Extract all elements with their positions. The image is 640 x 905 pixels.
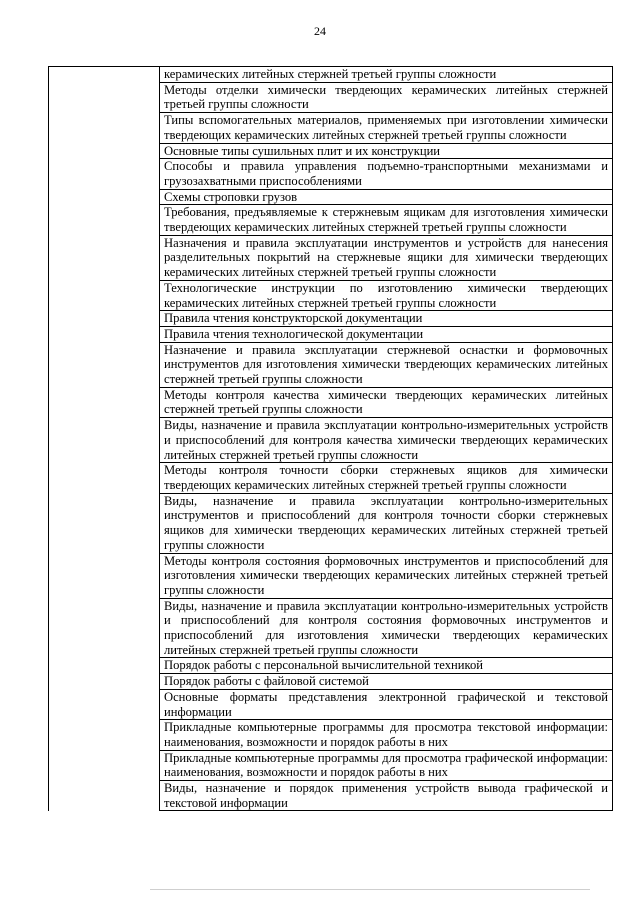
table-row bbox=[49, 67, 613, 83]
knowledge-item-cell: Виды, назначение и правила эксплуатации контрольно-измерительных устройств и приспособлений для контроля состояния формовочных инструментов и приспособлений для изготовления химически твердеющих керамических литейных стержней третьей группы сложности bbox=[160, 598, 613, 658]
knowledge-item-cell: Виды, назначение и правила эксплуатации контрольно-измерительных устройств и приспособлений для контроля качества химически твердеющих керамических литейных стержней третьей группы сложности bbox=[160, 418, 613, 463]
knowledge-item-cell: Способы и правила управления подъемно-транспортными механизмами и грузозахватными приспособлениями bbox=[160, 159, 613, 189]
knowledge-item-cell: Требования, предъявляемые к стержневым ящикам для изготовления химически твердеющих керамических литейных стержней третьей группы сложности bbox=[160, 205, 613, 235]
knowledge-item-cell: Назначения и правила эксплуатации инструментов и устройств для нанесения разделительных покрытий на стержневые ящики для химически твердеющих керамических литейных стержней третьей группы сложности bbox=[160, 235, 613, 280]
knowledge-item-cell: Основные типы сушильных плит и их конструкции bbox=[160, 143, 613, 159]
knowledge-item-cell: Схемы строповки грузов bbox=[160, 189, 613, 205]
knowledge-item-cell: Порядок работы с файловой системой bbox=[160, 674, 613, 690]
knowledge-item-cell: Технологические инструкции по изготовлению химически твердеющих керамических литейных стержней третьей группы сложности bbox=[160, 280, 613, 310]
bottom-rule bbox=[150, 889, 590, 890]
knowledge-item-cell: Назначение и правила эксплуатации стержневой оснастки и формовочных инструментов для изготовления химически твердеющих керамических литейных стержней третьей группы сложности bbox=[160, 342, 613, 387]
knowledge-item-cell: Виды, назначение и правила эксплуатации контрольно-измерительных инструментов и приспособлений для контроля точности сборки стержневых ящиков для химически твердеющих керамических литейных стержней третьей группы сложности bbox=[160, 493, 613, 553]
knowledge-item-cell: Методы контроля качества химически твердеющих керамических литейных стержней третьей группы сложности bbox=[160, 387, 613, 417]
knowledge-item-cell: Прикладные компьютерные программы для просмотра текстовой информации: наименования, возможности и порядок работы в них bbox=[160, 720, 613, 750]
page-number: 24 bbox=[314, 24, 326, 38]
knowledge-item-cell: Виды, назначение и порядок применения устройств вывода графической и текстовой информации bbox=[160, 781, 613, 811]
knowledge-item-cell: Прикладные компьютерные программы для просмотра графической информации: наименования, возможности и порядок работы в них bbox=[160, 750, 613, 780]
knowledge-item-cell: керамических литейных стержней третьей группы сложности bbox=[160, 67, 613, 83]
knowledge-item-cell: Основные форматы представления электронной графической и текстовой информации bbox=[160, 689, 613, 719]
knowledge-item-cell: Методы контроля состояния формовочных инструментов и приспособлений для изготовления химически твердеющих керамических литейных стержней третьей группы сложности bbox=[160, 553, 613, 598]
requirements-table-body bbox=[49, 67, 613, 811]
requirements-table bbox=[48, 66, 613, 811]
knowledge-item-cell: Правила чтения технологической документации bbox=[160, 326, 613, 342]
knowledge-item-cell: Порядок работы с персональной вычислительной техникой bbox=[160, 658, 613, 674]
knowledge-item-cell: Правила чтения конструкторской документации bbox=[160, 311, 613, 327]
knowledge-item-cell: Типы вспомогательных материалов, применяемых при изготовлении химически твердеющих керамических литейных стержней третьей группы сложности bbox=[160, 113, 613, 143]
labor-function-cell bbox=[49, 67, 160, 811]
knowledge-item-cell: Методы отделки химически твердеющих керамических литейных стержней третьей группы сложности bbox=[160, 82, 613, 112]
knowledge-item-cell: Методы контроля точности сборки стержневых ящиков для химически твердеющих керамических литейных стержней третьей группы сложности bbox=[160, 463, 613, 493]
